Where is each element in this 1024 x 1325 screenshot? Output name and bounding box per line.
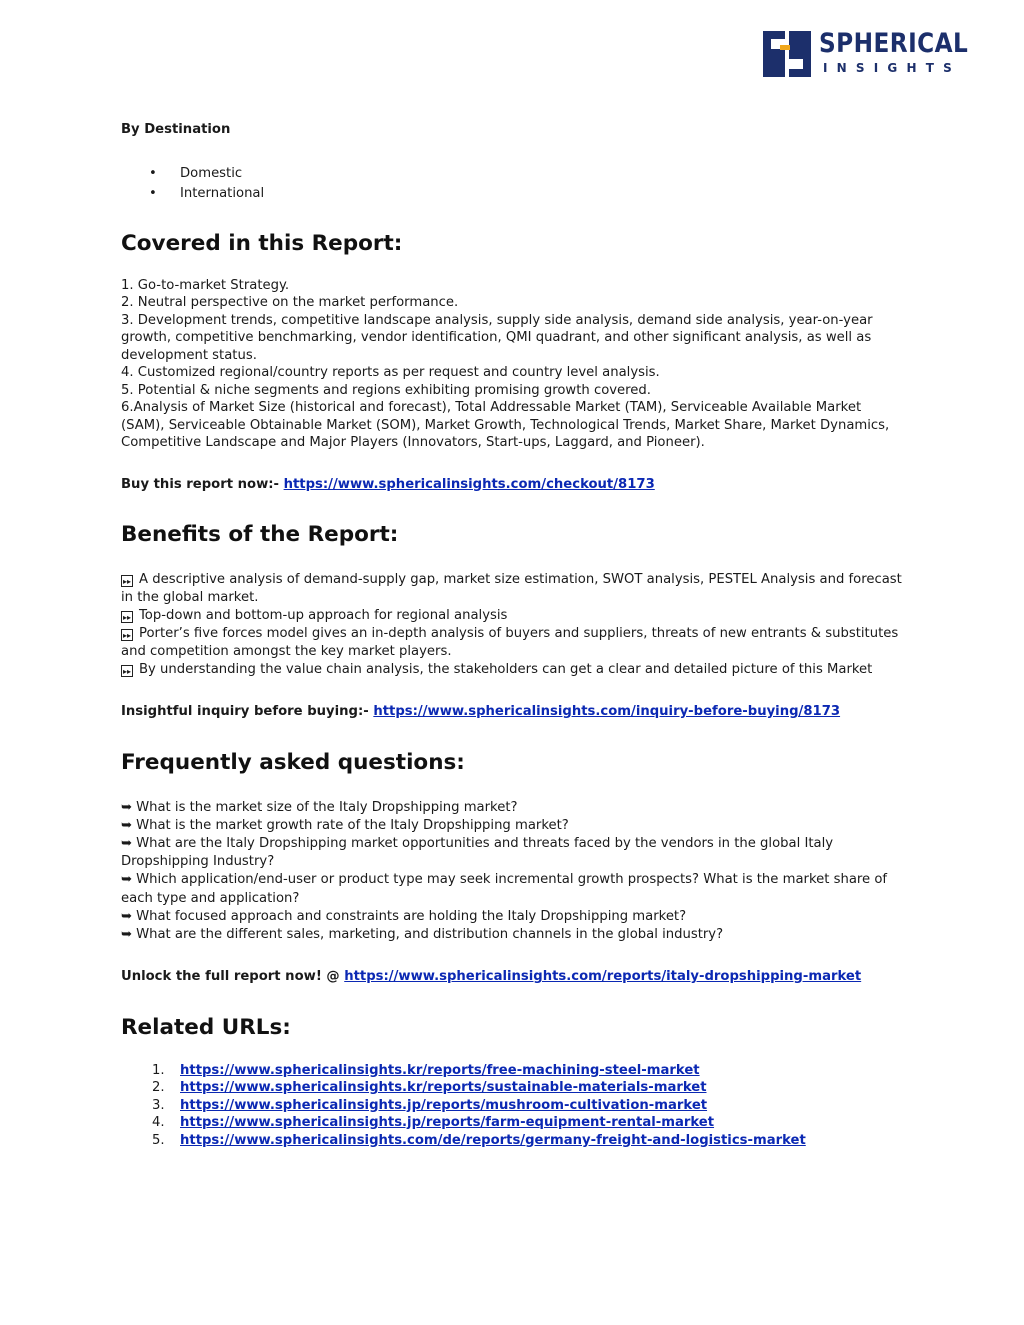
list-item: ➥ What focused approach and constraints are holding the Italy Dropshipping market?	[121, 908, 906, 926]
fast-forward-box-icon: ▸▸	[122, 631, 132, 640]
related-url-link[interactable]: https://www.sphericalinsights.jp/reports/mushroom-cultivation-market	[180, 1097, 708, 1113]
faq-heading: Frequently asked questions:	[121, 749, 465, 775]
covered-heading: Covered in this Report:	[121, 230, 403, 256]
buy-label: Buy this report now:-	[121, 476, 280, 492]
inquiry-link[interactable]: https://www.sphericalinsights.com/inquiry-before-buying/8173	[373, 704, 841, 719]
benefits-list	[121, 571, 906, 679]
right-arrow-icon: ➥	[121, 799, 133, 815]
list-item: ➥ What is the market size of the Italy Dropshipping market?	[121, 799, 906, 817]
list-item: 2. https://www.sphericalinsights.kr/reports/sustainable-materials-market	[152, 1080, 707, 1096]
list-item: ▸▸ By understanding the value chain analysis, the stakeholders can get a clear and detailed picture of this Market	[122, 662, 873, 677]
list-item: 5. https://www.sphericalinsights.com/de/reports/germany-freight-and-logistics-market	[152, 1132, 806, 1148]
list-item: ➥ What is the market growth rate of the Italy Dropshipping market?	[121, 817, 906, 835]
fast-forward-box-icon: ▸▸	[122, 667, 132, 676]
list-item: 1. Go-to-market Strategy.	[121, 277, 290, 293]
fast-forward-box-icon: ▸▸	[122, 577, 132, 586]
logo-mark-icon	[763, 31, 811, 77]
bullet-icon: •	[149, 185, 157, 201]
unlock-row	[121, 968, 906, 986]
related-url-list	[121, 1062, 906, 1150]
list-item: 5. Potential & niche segments and regions exhibiting promising growth covered.	[121, 382, 651, 398]
related-url-link[interactable]: https://www.sphericalinsights.kr/reports/sustainable-materials-market	[180, 1080, 707, 1096]
spherical-insights-logo	[763, 30, 975, 78]
buy-row	[121, 476, 906, 494]
inquiry-label: Insightful inquiry before buying:-	[121, 704, 369, 719]
logo-word-insights: INSIGHTS	[823, 61, 961, 75]
bullet-icon: •	[149, 165, 157, 181]
inquiry-row	[121, 703, 906, 721]
list-item: 3. https://www.sphericalinsights.jp/reports/mushroom-cultivation-market	[152, 1097, 708, 1113]
list-item: 1. https://www.sphericalinsights.kr/reports/free-machining-steel-market	[152, 1062, 700, 1078]
list-item: 6.Analysis of Market Size (historical and forecast), Total Addressable Market (TAM), Serviceable Available Market (SAM), Serviceable Obtainable Market (SOM), Market Growth, Technological Trends, Market Share, Market Dynamics, Competitive Landscape and Major Players (Innovators, Start-ups, Laggard, and Pioneer).	[121, 400, 890, 450]
list-item: 4. https://www.sphericalinsights.jp/reports/farm-equipment-rental-market	[152, 1115, 715, 1131]
list-item: 4. Customized regional/country reports as per request and country level analysis.	[121, 365, 660, 380]
list-item: ➥ What are the Italy Dropshipping market opportunities and threats faced by the vendors in the global Italy Dropshipping Industry?	[121, 835, 834, 870]
right-arrow-icon: ➥	[121, 817, 133, 833]
list-item: • International	[121, 184, 906, 204]
list-item: • Domestic	[121, 164, 906, 184]
right-arrow-icon: ➥	[121, 908, 133, 924]
report-content	[121, 120, 906, 1149]
list-item: ➥ Which application/end-user or product type may seek incremental growth prospects? What is the market share of each type and application?	[121, 872, 888, 906]
right-arrow-icon: ➥	[121, 835, 133, 851]
faq-list	[121, 799, 906, 945]
unlock-label: Unlock the full report now! @	[121, 969, 340, 985]
fast-forward-box-icon: ▸▸	[122, 613, 132, 622]
list-item: ▸▸ A descriptive analysis of demand-supply gap, market size estimation, SWOT analysis, PESTEL Analysis and forecast in the global market.	[121, 572, 902, 605]
covered-list	[121, 277, 906, 452]
right-arrow-icon: ➥	[121, 872, 133, 888]
list-item: ▸▸ Top-down and bottom-up approach for regional analysis	[122, 608, 508, 623]
related-url-link[interactable]: https://www.sphericalinsights.com/de/reports/germany-freight-and-logistics-market	[180, 1132, 806, 1148]
destination-list	[121, 164, 906, 204]
checkout-link[interactable]: https://www.sphericalinsights.com/checkout/8173	[283, 476, 655, 492]
destination-heading: By Destination	[121, 122, 231, 137]
list-item: ▸▸ Porter’s five forces model gives an in-depth analysis of buyers and suppliers, threats of new entrants & substitutes and competition amongst the key market players.	[121, 626, 899, 659]
list-item: ➥ What are the different sales, marketing, and distribution channels in the global industry?	[121, 926, 906, 944]
list-item: 3. Development trends, competitive landscape analysis, supply side analysis, demand side analysis, year-on-year growth, competitive benchmarking, vendor identification, QMI quadrant, and other significant analysis, as well as development status.	[121, 312, 873, 363]
right-arrow-icon: ➥	[121, 926, 133, 942]
logo-word-spherical: SPHERICAL	[819, 28, 969, 59]
benefits-heading: Benefits of the Report:	[121, 522, 399, 547]
related-heading: Related URLs:	[121, 1014, 291, 1040]
related-url-link[interactable]: https://www.sphericalinsights.kr/reports/free-machining-steel-market	[180, 1062, 700, 1078]
list-item: 2. Neutral perspective on the market performance.	[121, 295, 459, 310]
related-url-link[interactable]: https://www.sphericalinsights.jp/reports/farm-equipment-rental-market	[180, 1115, 715, 1131]
full-report-link[interactable]: https://www.sphericalinsights.com/reports/italy-dropshipping-market	[344, 969, 862, 985]
